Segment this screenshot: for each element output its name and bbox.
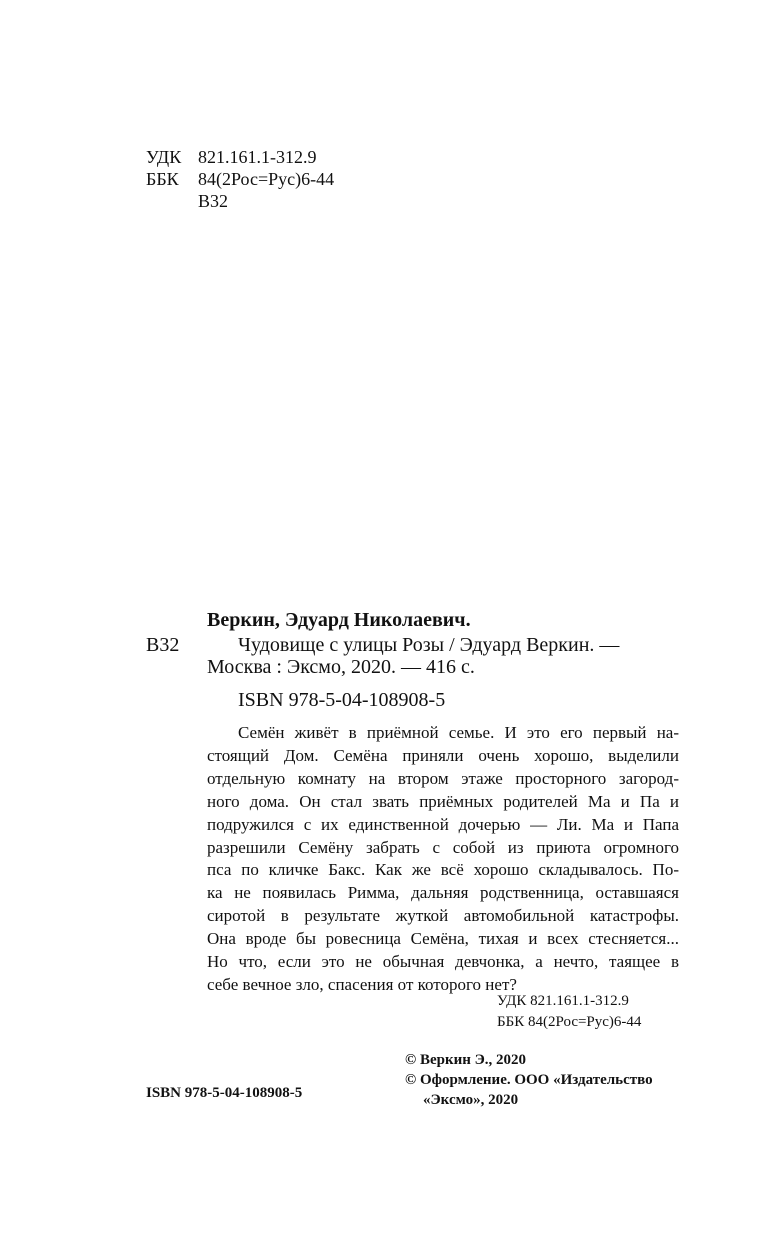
entry-author-mark: В32	[146, 634, 180, 656]
bbk-line	[146, 168, 334, 190]
imprint-line: Москва : Эксмо, 2020. — 416 с.	[207, 656, 475, 678]
annotation-line: ка не появилась Римма, дальняя родственница, оставшаяся	[207, 883, 679, 903]
annotation-line: Но что, если это не обычная девчонка, а нечто, таящее в	[207, 952, 679, 972]
annotation-line: разрешили Семёну забрать с собой из приюта огромного	[207, 837, 679, 857]
annotation-line: Она вроде бы ровесница Семёна, тихая и всех стесняется...	[207, 929, 679, 949]
annotation-line: отдельную комнату на втором этаже просторного загород-	[207, 768, 679, 788]
udk-line	[146, 146, 334, 168]
entry-bbk: ББК 84(2Рос=Рус)6-44	[497, 1014, 642, 1030]
entry-udk: УДК 821.161.1-312.9	[497, 993, 629, 1009]
copyright-design-line2: «Эксмо», 2020	[423, 1092, 519, 1108]
annotation-line: себе вечное зло, спасения от которого нет?	[207, 974, 517, 994]
annotation-line: подружился с их единственной дочерью — Ли. Ма и Папа	[207, 814, 679, 834]
annotation-line: ного дома. Он стал звать приёмных родителей Ма и Па и	[207, 791, 679, 811]
udk-label: УДК	[146, 147, 182, 167]
footer-isbn: ISBN 978-5-04-108908-5	[146, 1085, 303, 1101]
annotation-line: Семён живёт в приёмной семье. И это его первый на-	[238, 723, 679, 742]
bbk-value: 84(2Рос=Рус)6-44	[198, 169, 335, 189]
annotation-line: пса по кличке Бакс. Как же всё хорошо складывалось. По-	[207, 860, 679, 880]
annotation-line: сиротой в результате жуткой автомобильной катастрофы.	[207, 906, 679, 926]
entry-isbn: ISBN 978-5-04-108908-5	[238, 689, 446, 711]
copyright-block	[405, 1050, 653, 1110]
copyright-design-line1: © Оформление. ООО «Издательство	[405, 1072, 653, 1088]
author-mark-line	[146, 190, 334, 212]
annotation-paragraph	[207, 722, 679, 997]
udk-value: 821.161.1-312.9	[198, 147, 317, 167]
top-author-mark: В32	[198, 191, 229, 211]
title-line: Чудовище с улицы Розы / Эдуард Веркин. —	[238, 634, 620, 656]
author-heading: Веркин, Эдуард Николаевич.	[207, 609, 471, 631]
entry-classification	[497, 991, 641, 1033]
annotation-line: стоящий Дом. Семёна приняли очень хорошо, выделили	[207, 745, 679, 765]
bbk-label: ББК	[146, 169, 179, 189]
top-classification-block	[146, 146, 334, 212]
copyright-author: © Веркин Э., 2020	[405, 1052, 527, 1068]
